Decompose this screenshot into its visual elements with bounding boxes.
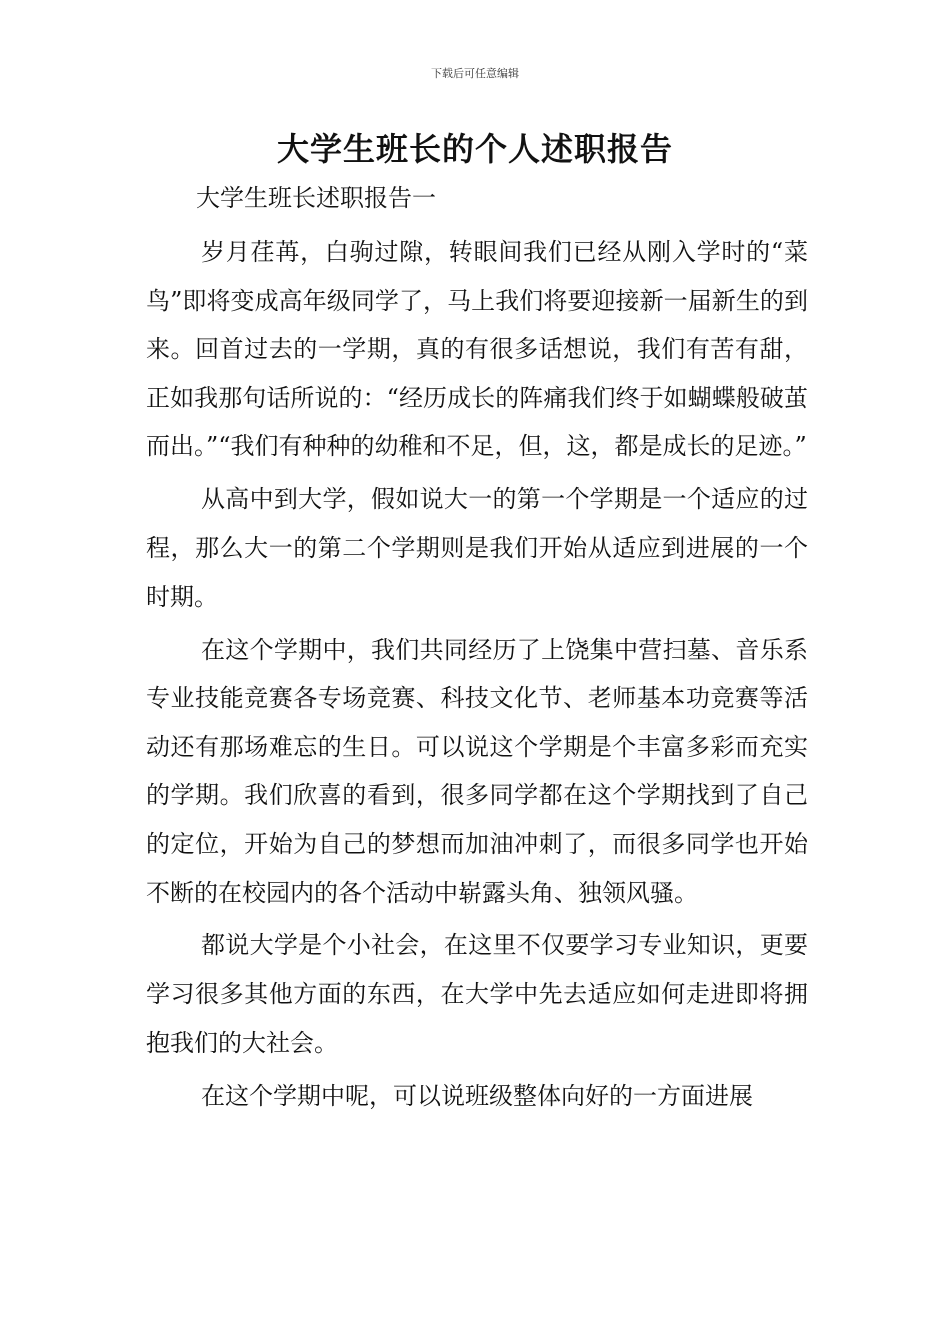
paragraph-1: 岁月荏苒，白驹过隙，转眼间我们已经从刚入学时的“菜鸟”即将变成高年级同学了，马上我们将要迎接新一届新生的到来。回首过去的一学期，真的有很多话想说，我们有苦有甜，正如我那句话所说的：“经历成长的阵痛我们终于如蝴蝶般破茧而出。”“我们有种种的幼稚和不足，但，这，都是成长的足迹。”	[146, 238, 808, 461]
paragraph-2: 从高中到大学，假如说大一的第一个学期是一个适应的过程，那么大一的第二个学期则是我们开始从适应到进展的一个时期。	[146, 485, 808, 611]
document-body	[146, 228, 808, 1125]
document-title: 大学生班长的个人述职报告	[276, 130, 673, 168]
paragraph-5: 在这个学期中呢，可以说班级整体向好的一方面进展	[201, 1081, 753, 1110]
paragraph-4: 都说大学是个小社会，在这里不仅要学习专业知识，更要学习很多其他方面的东西，在大学中先去适应如何走进即将拥抱我们的大社会。	[146, 931, 808, 1057]
paragraph-3: 在这个学期中，我们共同经历了上饶集中营扫墓、音乐系专业技能竞赛各专场竞赛、科技文化节、老师基本功竞赛等活动还有那场难忘的生日。可以说这个学期是个丰富多彩而充实的学期。我们欣喜的看到，很多同学都在这个学期找到了自己的定位，开始为自己的梦想而加油冲刺了，而很多同学也开始不断的在校园内的各个活动中崭露头角、独领风骚。	[146, 635, 808, 907]
document-subtitle: 大学生班长述职报告一	[196, 184, 436, 212]
header-note: 下载后可任意编辑	[431, 67, 519, 80]
